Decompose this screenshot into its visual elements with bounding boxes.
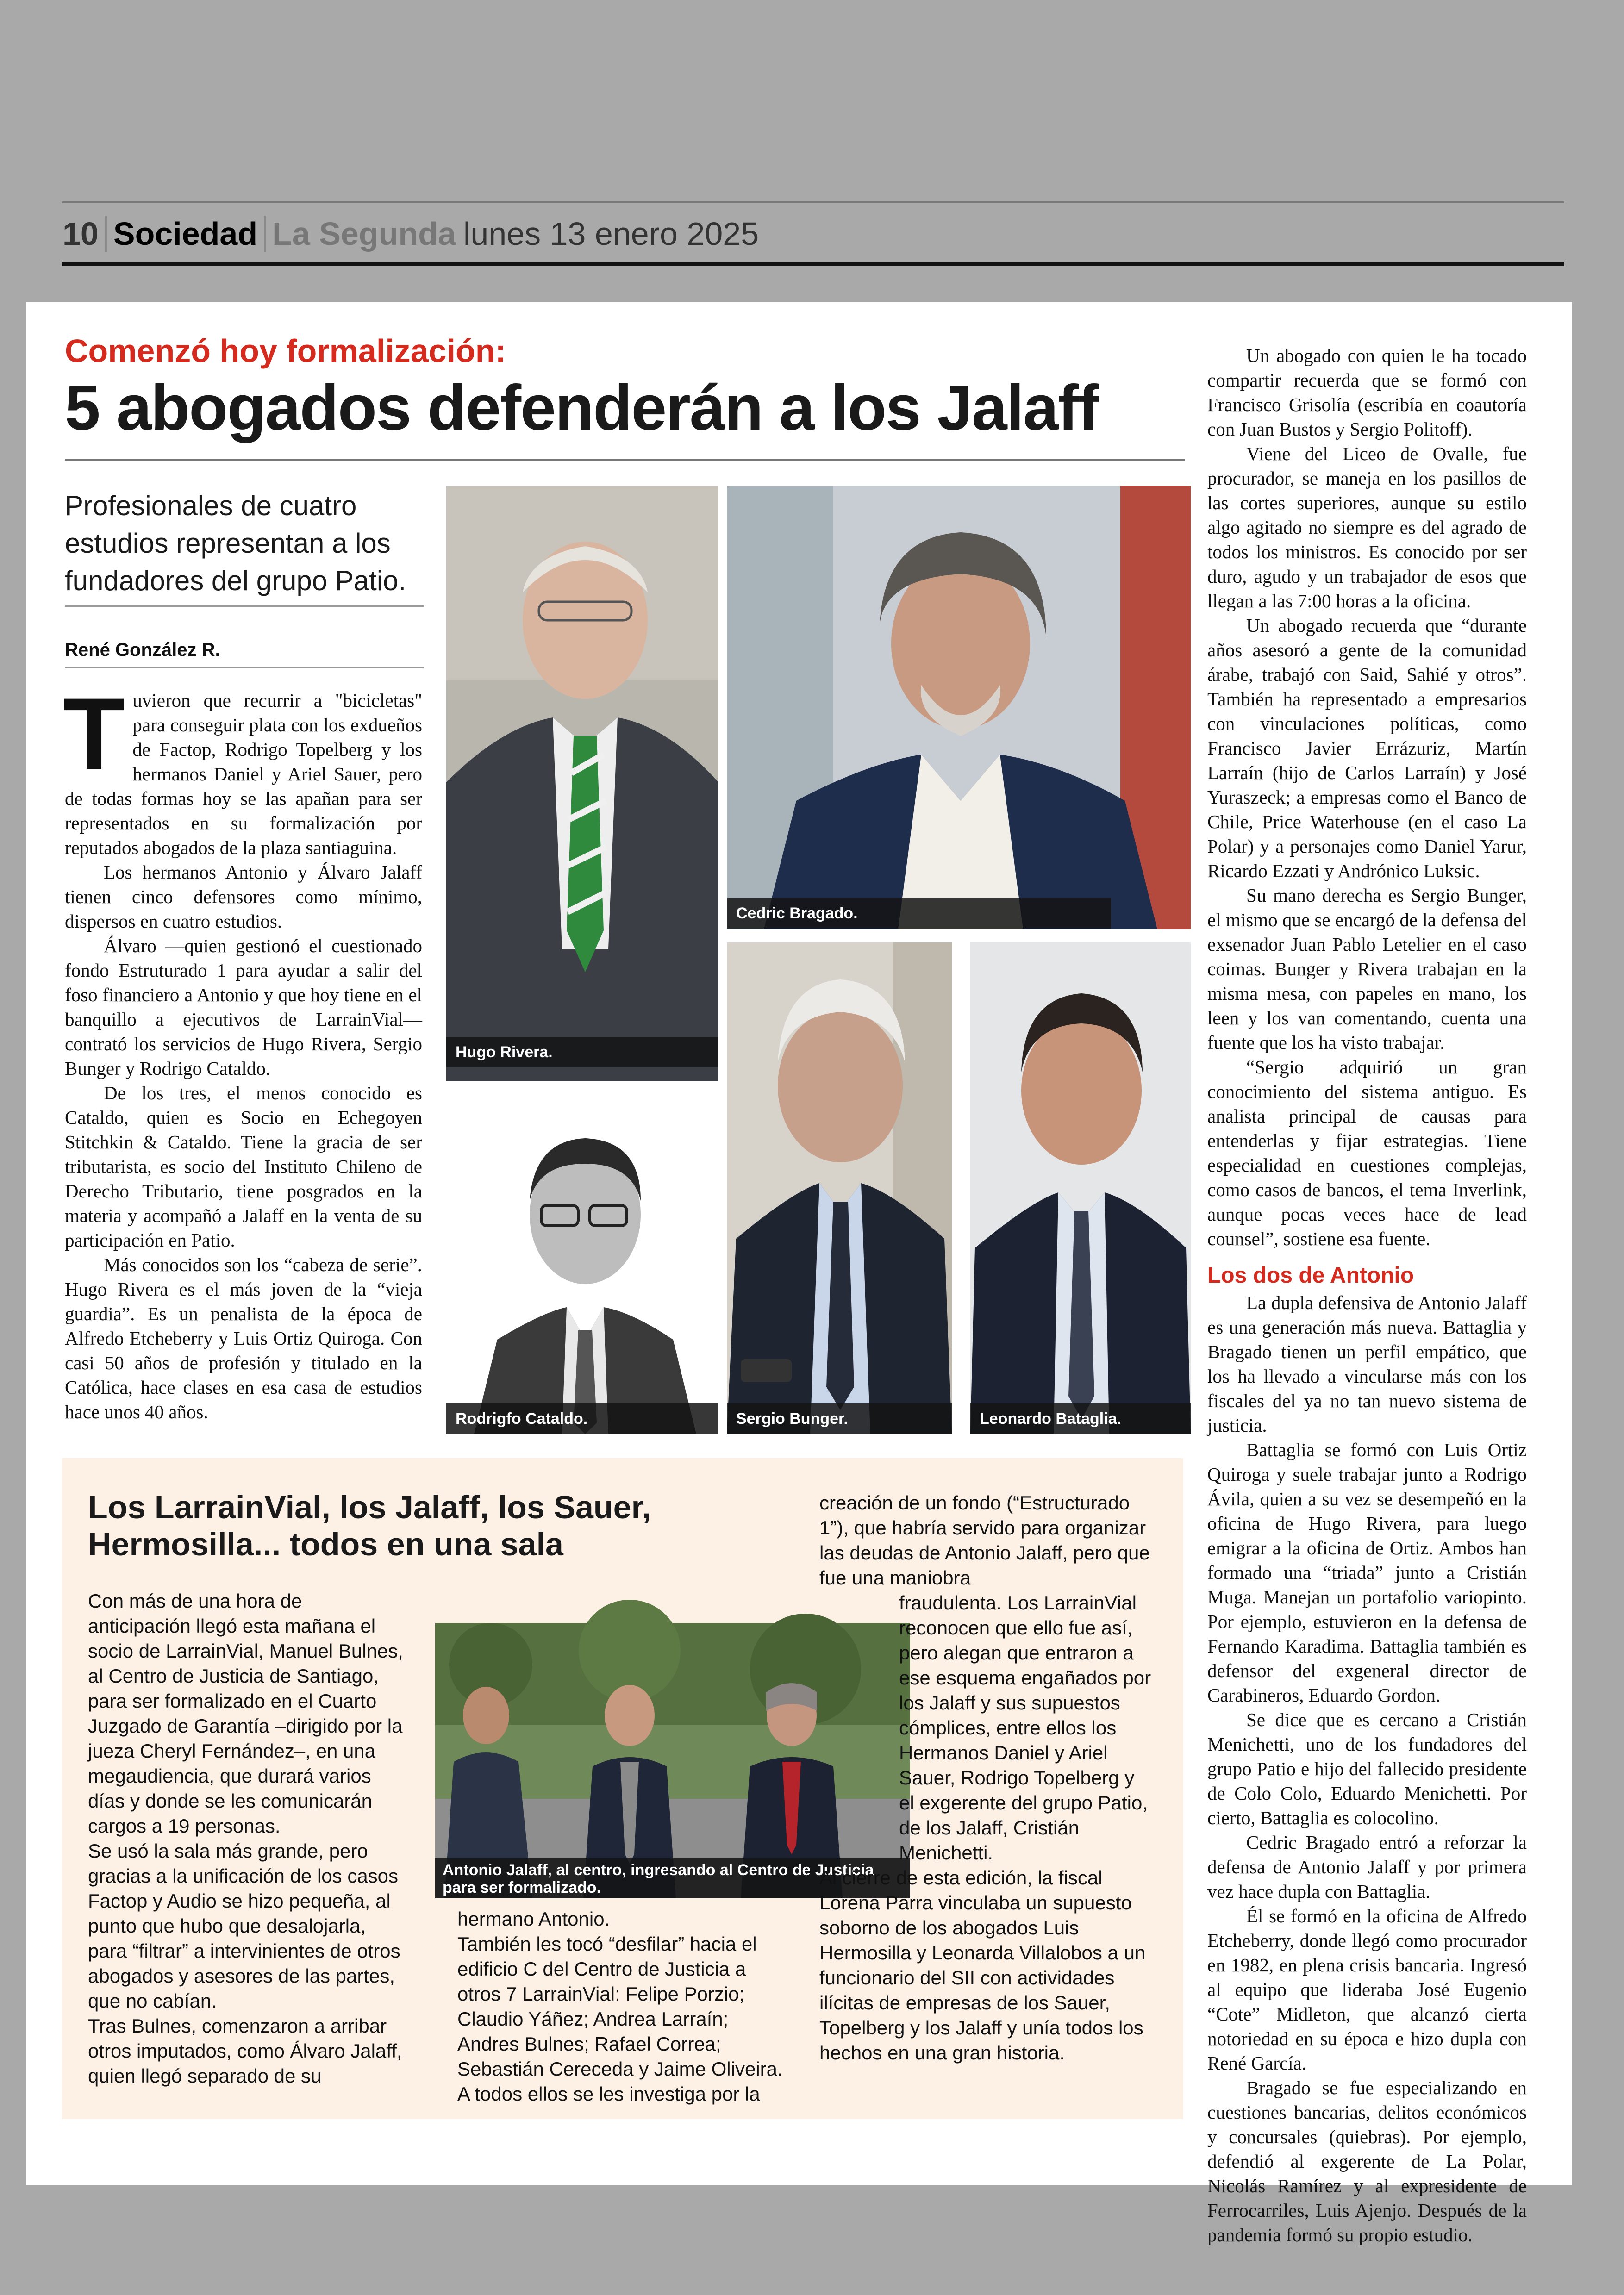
subheading: Los dos de Antonio <box>1207 1263 1414 1288</box>
sidebar-paragraph: fraudulenta. Los LarrainVial reconocen que ello fue así, pero alegan que entraron a ese esquema engañados por los Jalaff y sus supuestos cómplices, entre ellos los Hermanos Daniel y Ariel Sauer, Rodrigo Topelberg y el exgerente del grupo Patio, de los Jalaff, Cristián Menichetti. <box>899 1592 1151 1864</box>
page-number: 10 <box>62 216 99 252</box>
portrait-rodrigo-cataldo <box>446 1099 718 1434</box>
article-paragraph: Battaglia se formó con Luis Ortiz Quiroga y suele trabajar junto a Rodrigo Ávila, quien a su vez se desempeñó en la oficina de Hugo Rivera, para luego emigrar a la oficina de Ortiz. Ambos han formado una “triada” junto a Cristián Muga. Manejan un portafolio variopinto. Por ejemplo, estuvieron en la defensa de Fernando Karadima. Battaglia también es defensor del exgeneral director de Carabineros, Eduardo Gordon. <box>1207 1439 1527 1706</box>
photo-caption: Cedric Bragado. <box>727 898 1111 929</box>
sidebar-paragraph: hermano Antonio. <box>457 1908 610 1930</box>
photo-cedric-bragado <box>727 486 1191 929</box>
article-paragraph: Un abogado con quien le ha tocado compartir recuerda que se formó con Francisco Grisolía (escribía en coautoría con Juan Bustos y Sergio Politoff). <box>1207 345 1527 440</box>
photo-caption: Antonio Jalaff, al centro, ingresando al Centro de Justicia para ser formalizado. <box>435 1858 910 1898</box>
article-paragraph: Los hermanos Antonio y Álvaro Jalaff tienen cinco defensores como mínimo, dispersos en cuatro estudios. <box>65 861 422 932</box>
sidebar-paragraph: Al cierre de esta edición, la fiscal Lorena Parra vinculaba un supuesto soborno de los abogados Luis Hermosilla y Leonarda Villalobos a un funcionario del SII con actividades ilícitas de empresas de los Sauer, Topelberg y los Jalaff y unía todos los hechos en una gran historia. <box>819 1867 1146 2064</box>
photo-caption: Rodrigfo Cataldo. <box>446 1403 718 1434</box>
portrait-hugo-rivera <box>446 486 718 1081</box>
article-paragraph: Más conocidos son los “cabeza de serie”. Hugo Rivera es el más joven de la “vieja guardia”. Es un penalista de la época de Alfredo Etcheberry y Luis Ortiz Quiroga. Con casi 50 años de profesión y titulado en la Católica, hace clases en esa casa de estudios hace unos 40 años. <box>65 1254 422 1422</box>
sidebar-column-1 <box>88 1589 407 2107</box>
sidebar-paragraph: Tras Bulnes, comenzaron a arribar otros imputados, como Álvaro Jalaff, quien llegó separado de su <box>88 2015 402 2087</box>
article-paragraph: Álvaro —quien gestionó el cuestionado fondo Estruturado 1 para ayudar a salir del foso financiero a Antonio y que hoy tiene en el banquillo a ejecutivos de LarrainVial— contrató los servicios de Hugo Rivera, Sergio Bunger y Rodrigo Cataldo. <box>65 935 422 1079</box>
article-paragraph <box>63 677 422 860</box>
photo-caption: Sergio Bunger. <box>727 1403 952 1434</box>
sidebar-title: Los LarrainVial, los Jalaff, los Sauer, Hermosilla... todos en una sala <box>88 1489 651 1562</box>
sidebar-column-3 <box>819 1491 1153 2106</box>
masthead-divider <box>264 216 266 252</box>
section-name: Sociedad <box>113 216 258 252</box>
byline: René González R. <box>65 640 220 660</box>
article-paragraph: Se dice que es cercano a Cristián Menichetti, uno de los fundadores del grupo Patio e hijo del fallecido presidente de Colo Colo, Eduardo Menichetti. Por cierto, Battaglia es colocolino. <box>1207 1709 1527 1828</box>
photo-caption: Leonardo Bataglia. <box>970 1403 1191 1434</box>
article-paragraph: Un abogado recuerda que “durante años asesoró a gente de la comunidad árabe, trabajó con Said, Sahié y otros”. También ha representado a empresarios con vinculaciones políticas, como Francisco Javier Errázuriz, Martín Larraín (hijo de Carlos Larraín) y José Yuraszeck; a empresas como el Banco de Chile, Price Waterhouse (en el caso La Polar) y a personajes como Daniel Yarur, Ricardo Ezzati y Andrónico Luksic. <box>1207 615 1527 881</box>
photo-sergio-bunger <box>727 942 952 1434</box>
photo-hugo-rivera <box>446 486 718 1081</box>
article-paragraph: Viene del Liceo de Ovalle, fue procurador, se maneja en los pasillos de las cortes superiores, aunque su estilo algo agitado no siempre es del agrado de todos los ministros. Es conocido por ser duro, agudo y un trabajador de esos que llegan a las 7:00 horas a la oficina. <box>1207 443 1527 611</box>
sidebar-paragraph: A todos ellos se les investiga por la <box>457 2083 760 2105</box>
article-paragraph: De los tres, el menos conocido es Cataldo, quien es Socio en Echegoyen Stitchkin & Cataldo. Tiene la gracia de ser tributarista, es socio del Instituto Chileno de Derecho Tributario, tiene posgrados en la materia y acompañó a Jalaff en la venta de su participación en Patio. <box>65 1082 422 1251</box>
deck: Profesionales de cuatro estudios representan a los fundadores del grupo Patio. <box>65 490 406 596</box>
article-paragraph: Cedric Bragado entró a reforzar la defensa de Antonio Jalaff y por primera vez hace dupla con Battaglia. <box>1207 1832 1527 1902</box>
paper-name: La Segunda <box>272 216 456 252</box>
sidebar-paragraph: Con más de una hora de anticipación llegó esta mañana el socio de LarrainVial, Manuel Bulnes, al Centro de Justicia de Santiago, para ser formalizado en el Cuarto Juzgado de Garantía –dirigido por la jueza Cheryl Fernández–, en una megaudiencia, que durará varios días y donde se les comunicarán cargos a 19 personas. <box>88 1590 403 1837</box>
sidebar-paragraph: Se usó la sala más grande, pero gracias a la unificación de los casos Factop y Audio se hizo pequeña, al punto que hubo que desalojarla, para “filtrar” a intervinientes de otros abogados y asesores de las partes, que no cabían. <box>88 1840 400 2012</box>
masthead-divider <box>105 216 107 252</box>
masthead-text <box>62 213 759 255</box>
sidebar-box <box>62 1458 1183 2119</box>
article-column-1 <box>63 677 422 1422</box>
issue-date: lunes 13 enero 2025 <box>463 216 759 252</box>
sidebar-paragraph: También les tocó “desfilar” hacia el edificio C del Centro de Justicia a otros 7 LarrainVial: Felipe Porzio; Claudio Yáñez; Andrea Larraín; Andres Bulnes; Rafael Correa; Sebastián Cereceda y Jaime Oliveira. <box>457 1933 783 2080</box>
article-paragraph: Su mano derecha es Sergio Bunger, el mismo que se encargó de la defensa del exsenador Juan Pablo Letelier en el caso coimas. Bunger y Rivera trabajan en la misma mesa, con papeles en mano, los leen y los van comentando, cuenta una fuente que los ha visto trabajar. <box>1207 885 1527 1053</box>
newspaper-page <box>26 302 1572 2245</box>
article-right-column <box>1207 343 1527 2245</box>
masthead-bottom-rule <box>62 262 1564 266</box>
masthead-top-rule <box>62 201 1564 203</box>
sidebar-column-2 <box>457 1907 791 2106</box>
photo-rodrigo-cataldo <box>446 1099 718 1434</box>
masthead <box>62 199 1564 266</box>
portrait-leonardo-battaglia <box>970 942 1191 1434</box>
sidebar-paragraph: creación de un fondo (“Estructurado 1”), que habría servido para organizar las deudas de Antonio Jalaff, pero que fue una maniobra <box>819 1492 1150 1589</box>
article-paragraph: “Sergio adquirió un gran conocimiento del sistema antiguo. Es analista principal de causas para entenderlas y fijar estrategias. Tiene especialidad en cuestiones complejas, como casos de bancos, el tema Inverlink, aunque pocas veces hace de lead counsel”, sostiene esa fuente. <box>1207 1056 1527 1249</box>
headline-rule <box>65 459 1185 461</box>
photo-caption: Hugo Rivera. <box>446 1037 718 1067</box>
paragraph-text: uvieron que recurrir a "bicicletas" para conseguir plata con los exdueños de Factop, Rodrigo Topelberg y los hermanos Daniel y Ariel Sauer, pero de todas formas hoy se las apañan para ser representados en su formalización por reputados abogados de la plaza santiaguina. <box>65 690 422 858</box>
headline: 5 abogados defenderán a los Jalaff <box>65 372 1099 443</box>
portrait-sergio-bunger <box>727 942 952 1434</box>
byline-rule <box>65 667 424 668</box>
article-paragraph: La dupla defensiva de Antonio Jalaff es una generación más nueva. Battaglia y Bragado tienen un perfil empático, que los ha llevado a vincularse más con los fiscales del ya no tan nuevo sistema de justicia. <box>1207 1292 1527 1436</box>
article-paragraph: Bragado se fue especializando en cuestiones bancarias, delitos económicos y concursales (quiebras). Por ejemplo, defendió al exgerente de La Polar, Nicolás Ramírez y al expresidente de Ferrocarriles, Luis Ajenjo. Después de la pandemia formó su propio estudio. <box>1207 2077 1527 2245</box>
deck-rule <box>65 605 424 607</box>
photo-leonardo-battaglia <box>970 942 1191 1434</box>
article-paragraph: Él se formó en la oficina de Alfredo Etcheberry, donde llegó como procurador en 1982, en plena crisis bancaria. Ingresó al equipo que lideraba José Eugenio “Cote” Midleton, que alcanzó cierta notoriedad en su época e hizo dupla con René García. <box>1207 1905 1527 2074</box>
kicker: Comenzó hoy formalización: <box>65 333 506 369</box>
portrait-cedric-bragado <box>727 486 1191 929</box>
drop-cap: T <box>63 677 125 791</box>
